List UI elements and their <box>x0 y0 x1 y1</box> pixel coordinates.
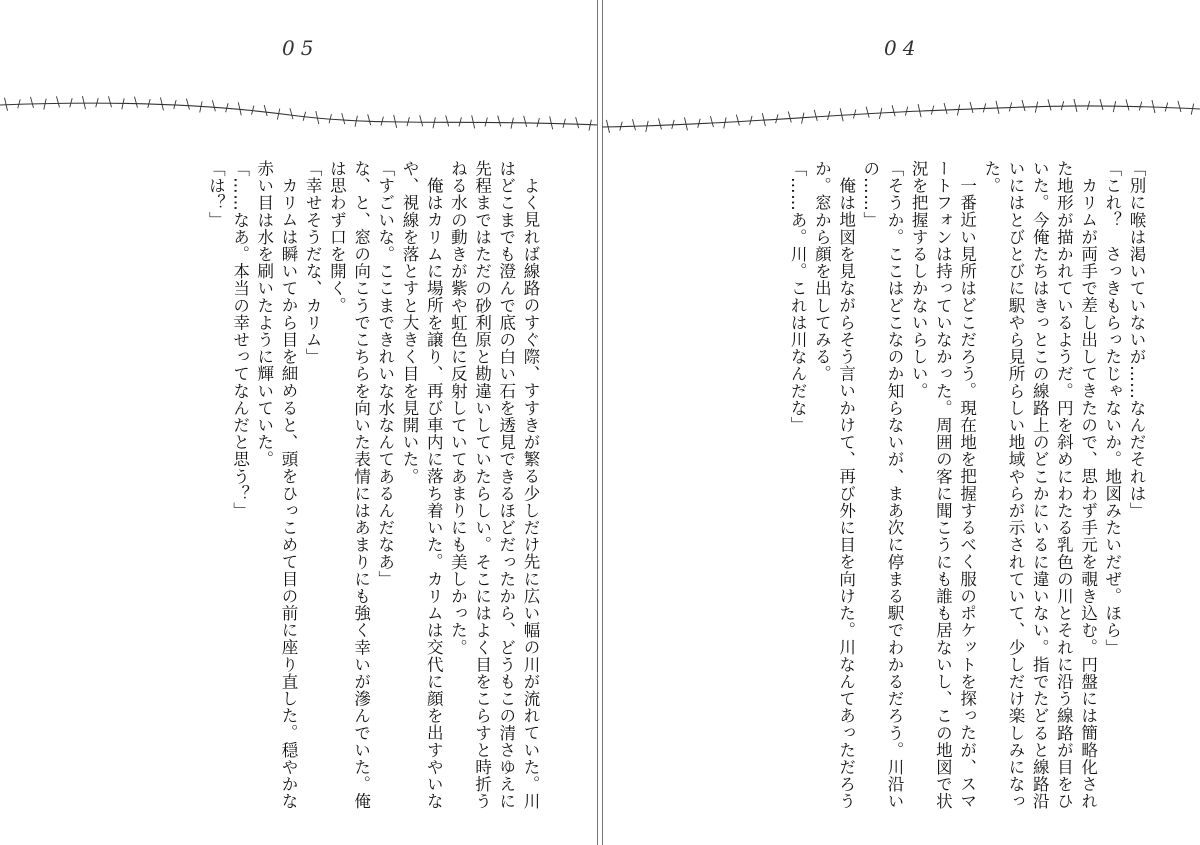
body-text-left <box>203 160 542 820</box>
paragraph: よく見れば線路のすぐ際、すすきが繁る少しだけ先に広い幅の川が流れていた。川はどこまでも澄んで底の白い石を透見できるほどだったから、どうもこの清さゆえに先程まではただの砂利原と勘違いしていたらしい。そこにはよく目をこらすと時折うねる水の動きが紫や虹色に反射していてあまりにも美しかった。 <box>448 160 540 810</box>
wire-barb <box>498 116 501 127</box>
wire-line-left <box>0 103 598 125</box>
barbed-wire-divider-right <box>602 85 1200 145</box>
wire-barb <box>186 99 189 110</box>
wire-line-right <box>602 106 1200 127</box>
right-page <box>602 0 1200 845</box>
paragraph: 俺は地図を見ながらそう言いかけて、再び外に目を向けた。川なんてあっただろうか。窓から顔を出してみる。 <box>812 160 856 810</box>
wire-barb <box>944 103 947 114</box>
left-page <box>0 0 598 845</box>
barbed-wire-divider-left <box>0 85 598 145</box>
wire-barb <box>658 118 661 129</box>
wire-barb <box>446 115 449 126</box>
wire-barb <box>342 113 345 124</box>
wire-barb <box>970 102 973 113</box>
wire-barbs-left <box>4 96 591 131</box>
dialogue-line: 「は？」 <box>206 160 226 229</box>
dialogue-line: 「……あ。川。これは川なんだな」 <box>788 160 808 434</box>
wire-barb <box>892 105 895 116</box>
dialogue-line: 「……なあ。本当の幸せってなんだと思う？」 <box>230 160 250 520</box>
wire-barb <box>1022 100 1025 111</box>
wire-barb <box>368 114 371 125</box>
paragraph: 一番近い見所はどこだろう。現在地を把握するべく服のポケットを探ったが、スマートフォンは持っていなかった。周囲の客に聞こうにも誰も居ないし、この地図で状況を把握するしかないらしい。 <box>909 160 977 810</box>
wire-barb <box>632 119 635 130</box>
paragraph: 俺はカリムに場所を譲り、再び車内に落ち着いた。カリムは交代に顔を出すやいなや、視線を落とすと大きく目を見開いた。 <box>399 160 444 810</box>
dialogue-line: 「すごいな。ここまできれいな水なんてあるんだなあ」 <box>375 160 395 588</box>
dialogue-line: 「幸せそうだな、カリム」 <box>303 160 323 366</box>
page-number-left: 05 <box>282 36 320 60</box>
wire-barb <box>290 108 293 119</box>
wire-barb <box>788 111 791 122</box>
wire-barb <box>1126 99 1129 110</box>
wire-barb <box>524 116 527 127</box>
wire-barbs-right <box>606 99 1193 133</box>
paragraph: カリムは瞬いてから目を細めると、頭をひっこめて目の前に座り直した。穏やかな赤い目は水を刷いたように輝いていた。 <box>254 160 298 810</box>
wire-barb <box>736 115 739 126</box>
wire-barb <box>56 96 59 107</box>
wire-barb <box>1178 101 1181 112</box>
wire-barb <box>814 110 817 121</box>
wire-barb <box>724 117 726 128</box>
wire-barb <box>134 97 137 108</box>
wire-barb <box>710 116 713 127</box>
paragraph: な、と、窓の向こうでこちらを向いた表情にはあまりにも強く幸いが滲んでいた。俺は思わず口を開く。 <box>327 160 371 810</box>
wire-barb <box>108 96 111 107</box>
wire-barb <box>537 118 539 127</box>
wire-barb <box>212 100 215 111</box>
wire-barb <box>550 116 553 129</box>
wire-barb <box>1100 99 1103 110</box>
dialogue-line: 「別に喉は渇いていないが……なんだそれは」 <box>1127 160 1146 520</box>
dialogue-line: 「そうか。ここはどこなのか知らないが、まあ次に停まる駅でわかるだろう。川沿いの……」 <box>860 160 904 810</box>
page-number-right: 04 <box>884 36 922 60</box>
wire-barb <box>1048 99 1051 110</box>
wire-barb <box>30 97 33 108</box>
dialogue-line: 「これ？ さっきもらったじゃないか。地図みたいだぜ。ほら」 <box>1102 160 1122 656</box>
wire-barb <box>646 121 648 132</box>
wire-barb <box>264 105 267 116</box>
wire-barb <box>420 115 423 126</box>
body-text-right <box>785 160 1148 820</box>
wire-barb <box>866 107 869 118</box>
paragraph: カリムが両手で差し出してきたので、思わず手元を覗き込む。円盤には簡略化された地形が描かれているようだ。円を斜めにわたる乳色の川とそれに沿う線路が目をひいた。今俺たちはきっとこの線路上のどこかにいるに違いない。指でたどると線路沿いにはとびとびに駅やら見所らしい地域やらが示されていて、少しだけ楽しみになった。 <box>981 160 1098 810</box>
wire-barb <box>576 117 579 128</box>
